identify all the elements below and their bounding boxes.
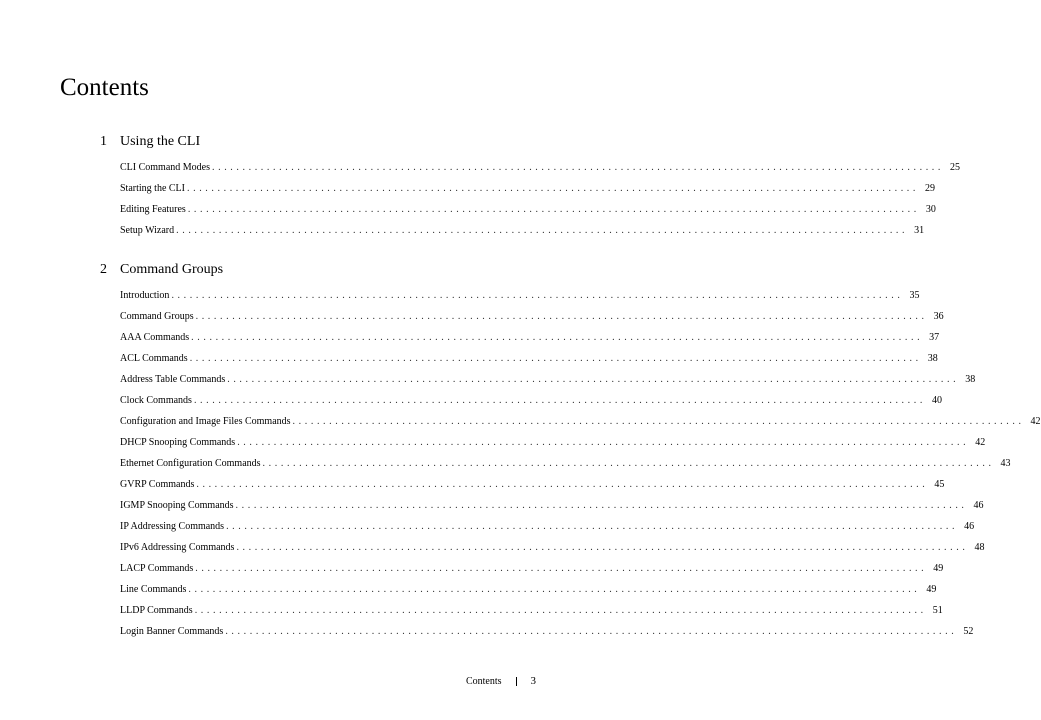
- entry-page: 49: [933, 563, 944, 574]
- toc-entry[interactable]: [120, 537, 985, 558]
- entry-title: Clock Commands: [120, 395, 192, 406]
- entry-title: IPv6 Addressing Commands: [120, 542, 235, 553]
- entry-page: 42: [1030, 416, 1041, 427]
- dot-leader: ........................................................................................................................: [195, 311, 928, 322]
- dot-leader: ........................................................................................................................: [188, 584, 921, 595]
- toc-entry[interactable]: [120, 474, 945, 495]
- dot-leader: ........................................................................................................................: [195, 563, 928, 574]
- entry-page: 25: [950, 162, 960, 173]
- toc-entry[interactable]: [120, 369, 976, 390]
- toc-entry[interactable]: [120, 157, 960, 178]
- toc-entry[interactable]: [120, 285, 920, 306]
- entry-title: IGMP Snooping Commands: [120, 500, 234, 511]
- chapter-number: 2: [100, 262, 107, 277]
- toc-entry[interactable]: [120, 495, 984, 516]
- entry-title: IP Addressing Commands: [120, 521, 225, 532]
- entry-title: Starting the CLI: [120, 183, 185, 194]
- dot-leader: ........................................................................................................................: [191, 332, 924, 343]
- dot-leader: ........................................................................................................................: [193, 395, 926, 406]
- entry-title: ACL Commands: [120, 353, 188, 364]
- dot-leader: ........................................................................................................................: [226, 521, 959, 532]
- entry-title: Address Table Commands: [120, 374, 226, 385]
- dot-leader: ........................................................................................................................: [171, 290, 904, 301]
- entry-page: 42: [975, 437, 986, 448]
- footer-divider: [516, 677, 517, 686]
- entry-title: LACP Commands: [120, 563, 194, 574]
- page-title: Contents: [60, 74, 149, 101]
- chapter-2: [100, 262, 1041, 642]
- toc-entry[interactable]: [120, 516, 975, 537]
- entry-page: 51: [932, 605, 943, 616]
- entry-page: 30: [925, 204, 936, 215]
- entry-page: 29: [925, 183, 935, 194]
- toc-entry[interactable]: [120, 600, 943, 621]
- dot-leader: ........................................................................................................................: [189, 353, 922, 364]
- entry-page: 37: [929, 332, 940, 343]
- entry-page: 38: [965, 374, 976, 385]
- dot-leader: ........................................................................................................................: [235, 500, 968, 511]
- entry-title: Introduction: [120, 290, 170, 301]
- chapter-heading: [100, 134, 448, 156]
- toc-entry[interactable]: [120, 621, 974, 642]
- dot-leader: ........................................................................................................................: [196, 479, 929, 490]
- entry-title: AAA Commands: [120, 332, 190, 343]
- footer-page-number: 3: [530, 675, 536, 687]
- entry-page: 40: [931, 395, 942, 406]
- entry-title: Editing Features: [120, 204, 186, 215]
- toc-entry[interactable]: [120, 327, 940, 348]
- entry-page: 45: [934, 479, 945, 490]
- toc-entry[interactable]: [120, 579, 937, 600]
- entry-title: Setup Wizard: [120, 225, 175, 236]
- entry-title: DHCP Snooping Commands: [120, 437, 236, 448]
- chapter-title: Using the CLI: [120, 134, 201, 149]
- entry-title: CLI Command Modes: [120, 162, 210, 173]
- entry-title: Configuration and Image Files Commands: [120, 416, 291, 427]
- toc-entry[interactable]: [120, 390, 942, 411]
- toc-entry[interactable]: [120, 348, 938, 369]
- toc-entry[interactable]: [120, 453, 1011, 474]
- dot-leader: ........................................................................................................................: [236, 542, 969, 553]
- dot-leader: ........................................................................................................................: [227, 374, 960, 385]
- dot-leader: ........................................................................................................................: [176, 225, 909, 236]
- page-footer: [466, 675, 536, 687]
- entry-page: 43: [1000, 458, 1011, 469]
- toc-entry[interactable]: [120, 220, 925, 241]
- entry-page: 52: [963, 626, 974, 637]
- entry-title: GVRP Commands: [120, 479, 195, 490]
- footer-label: Contents: [465, 675, 502, 687]
- entry-page: 48: [974, 542, 985, 553]
- toc-entry[interactable]: [120, 199, 936, 220]
- entry-page: 38: [927, 353, 938, 364]
- toc-entry[interactable]: [120, 432, 986, 453]
- entry-page: 49: [926, 584, 937, 595]
- entry-title: Ethernet Configuration Commands: [120, 458, 261, 469]
- dot-leader: ........................................................................................................................: [187, 183, 919, 194]
- chapter-title: Command Groups: [120, 262, 224, 277]
- toc-entry[interactable]: [120, 558, 944, 579]
- dot-leader: ........................................................................................................................: [237, 437, 970, 448]
- entry-page: 46: [973, 500, 984, 511]
- toc-entry[interactable]: [120, 178, 935, 199]
- entry-page: 46: [964, 521, 975, 532]
- dot-leader: ........................................................................................................................: [262, 458, 995, 469]
- dot-leader: ........................................................................................................................: [292, 416, 1025, 427]
- dot-leader: ........................................................................................................................: [187, 204, 920, 215]
- dot-leader: ........................................................................................................................: [194, 605, 927, 616]
- chapter-heading: [100, 262, 448, 284]
- entry-title: Command Groups: [120, 311, 194, 322]
- entry-page: 36: [933, 311, 944, 322]
- entry-title: Line Commands: [120, 584, 187, 595]
- entry-page: 31: [914, 225, 925, 236]
- toc-entry[interactable]: [120, 411, 1041, 432]
- toc-entry[interactable]: [120, 306, 944, 327]
- entry-title: LLDP Commands: [120, 605, 193, 616]
- dot-leader: ........................................................................................................................: [225, 626, 958, 637]
- dot-leader: ........................................................................................................................: [212, 162, 944, 173]
- entry-page: 35: [909, 290, 920, 301]
- chapter-1: [100, 134, 960, 241]
- entry-title: Login Banner Commands: [120, 626, 224, 637]
- chapter-number: 1: [100, 134, 107, 149]
